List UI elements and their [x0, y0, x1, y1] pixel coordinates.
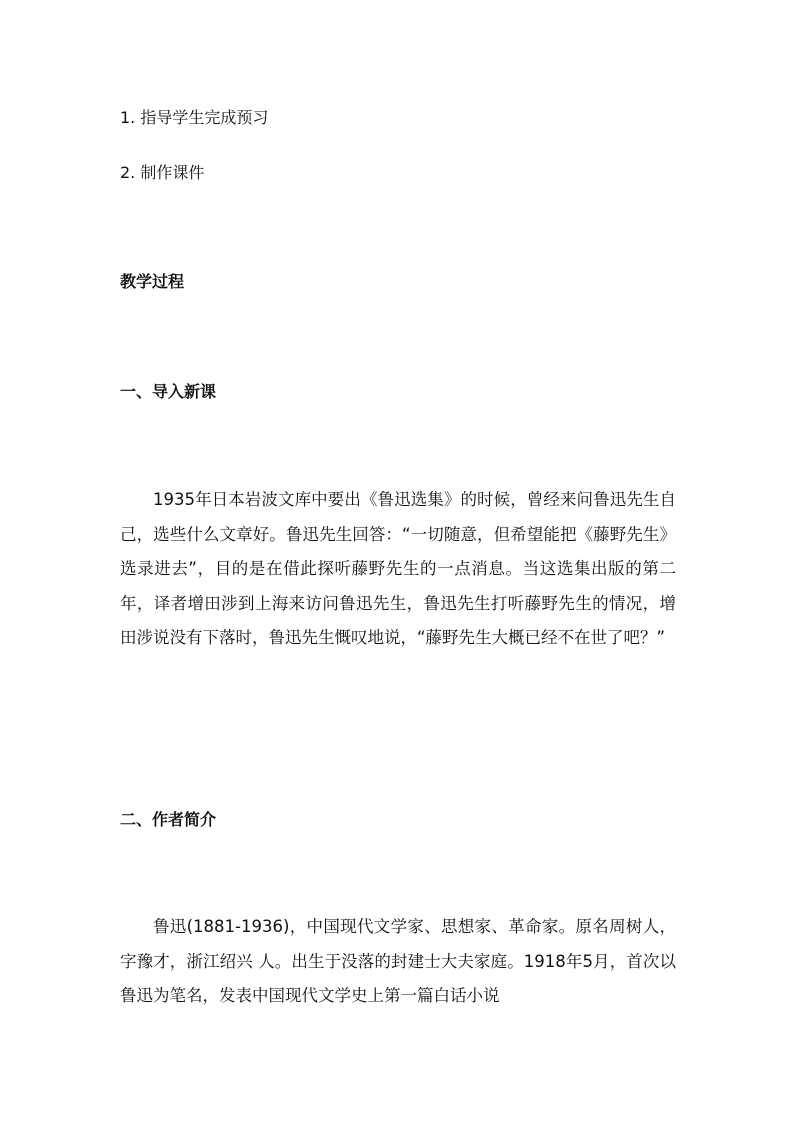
section-2-heading: 二、作者简介 [120, 810, 217, 829]
prep-item-1: 1. 指导学生完成预习 [120, 108, 269, 127]
section-1-heading: 一、导入新课 [120, 382, 217, 401]
section-2-body [120, 910, 676, 1014]
teaching-process-heading: 教学过程 [120, 272, 185, 291]
prep-item-2: 2. 制作课件 [120, 163, 205, 182]
section-2-paragraph: 鲁迅(1881-1936)，中国现代文学家、思想家、革命家。原名周树人，字豫才，浙江绍兴 人。出生于没落的封建士大夫家庭。1918年5月，首次以鲁迅为笔名，发表中国现代文学史上第一篇白话小说 [120, 917, 676, 1005]
section-1-body [120, 483, 676, 656]
section-1-paragraph: 1935年日本岩波文库中要出《鲁迅选集》的时候，曾经来问鲁迅先生自己，选些什么文章好。鲁迅先生回答：“一切随意，但希望能把《藤野先生》选录进去”，目的是在借此探听藤野先生的一点消息。当这选集出版的第二年，译者增田涉到上海来访问鲁迅先生，鲁迅先生打听藤野先生的情况，增田涉说没有下落时，鲁迅先生慨叹地说，“藤野先生大概已经不在世了吧？” [120, 490, 676, 647]
